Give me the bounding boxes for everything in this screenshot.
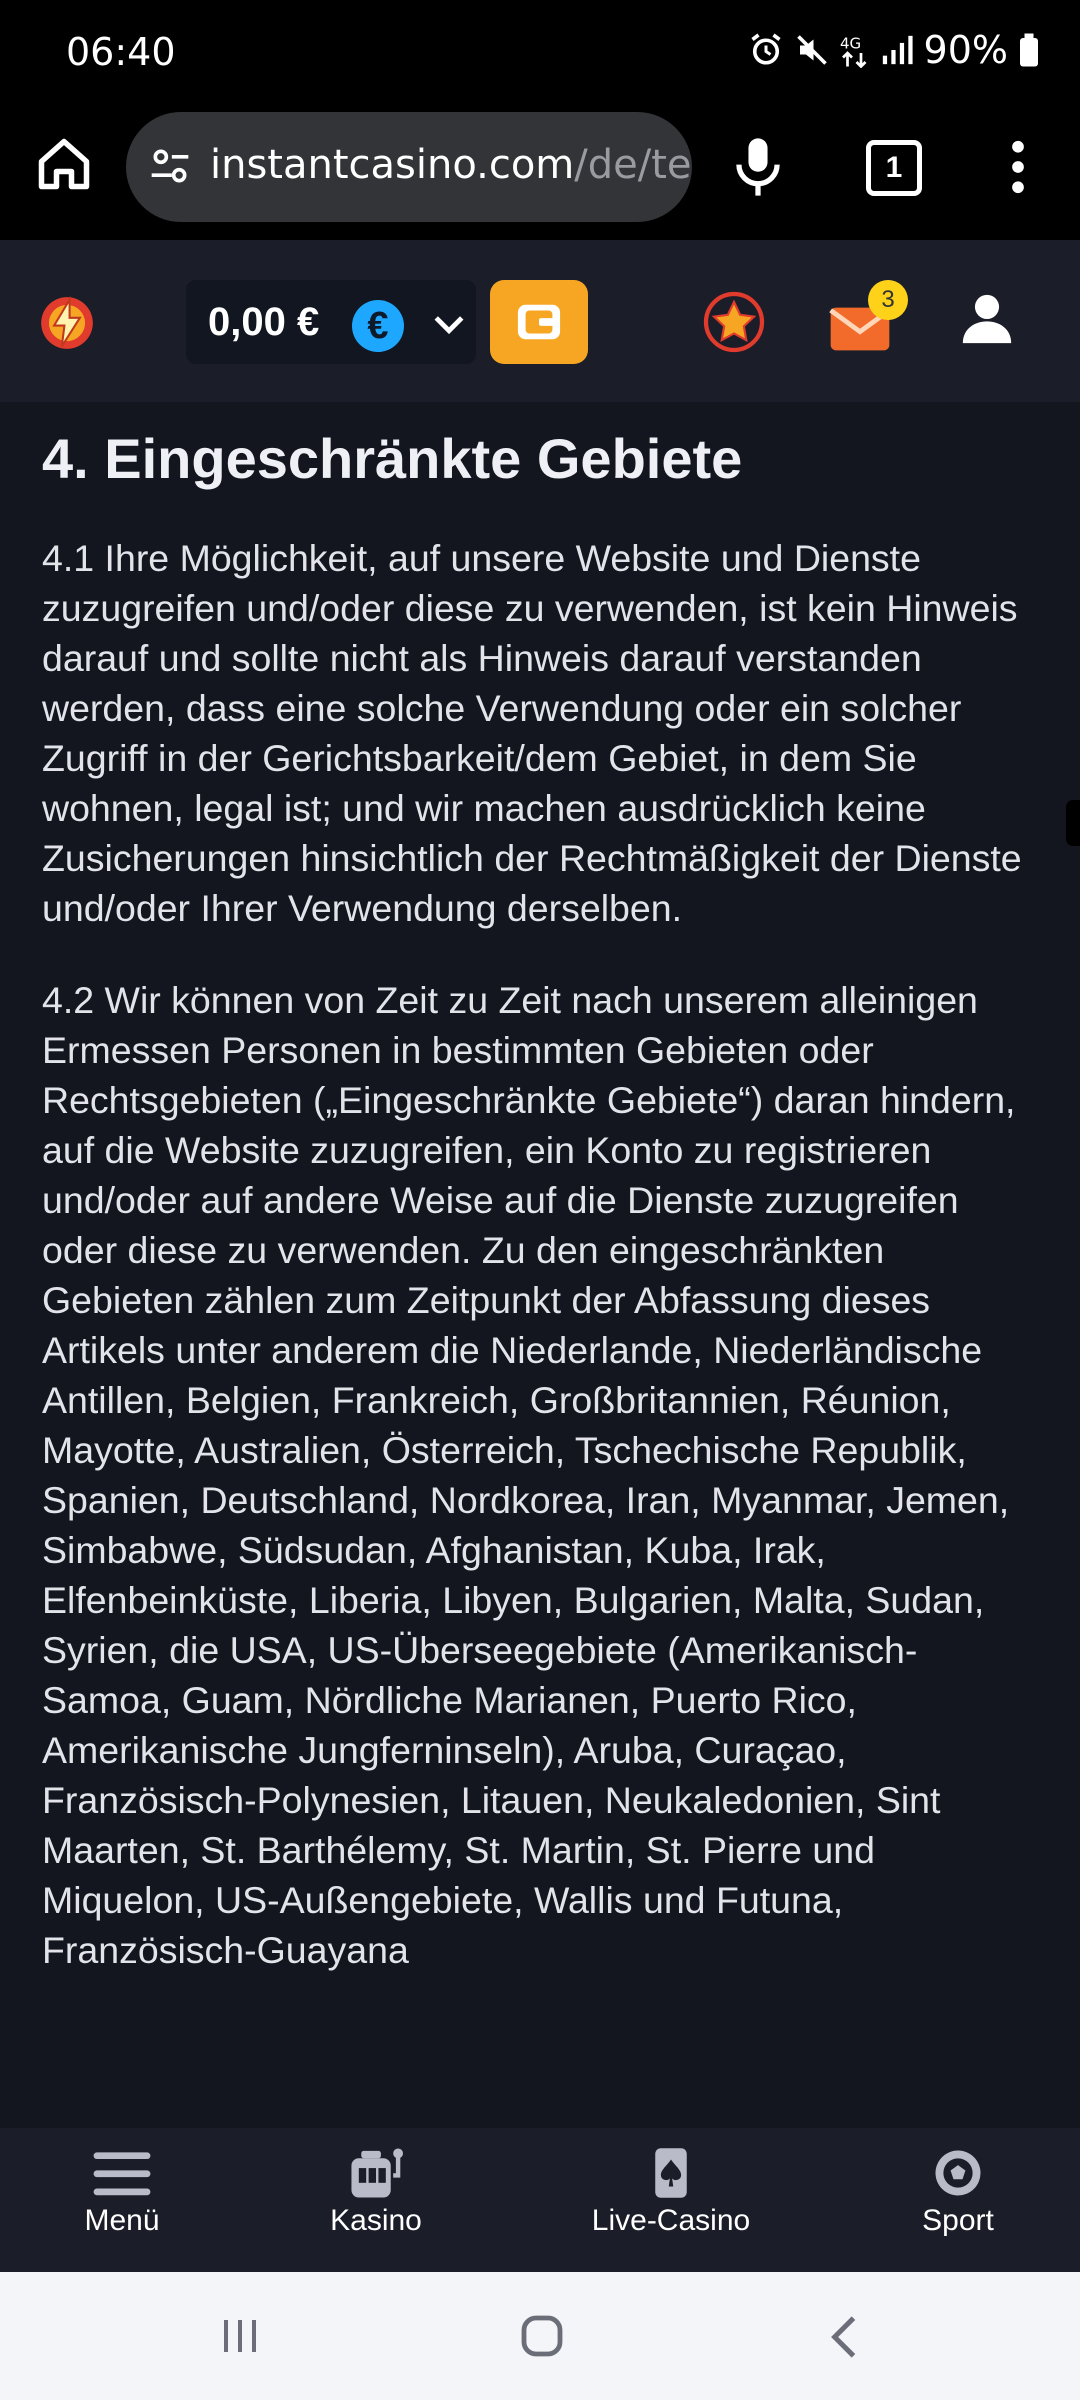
alarm-icon [748,32,784,68]
balance-amount: 0,00 € [208,300,320,344]
status-time: 06:40 [66,30,176,74]
playing-card-icon [640,2146,702,2200]
data-4g-icon [840,32,870,68]
menu-icon [91,2146,153,2200]
browser-toolbar [0,106,1080,240]
nav-sport-label: Sport [922,2204,994,2237]
svg-text:4G: 4G [839,34,861,53]
battery-percent: 90% [923,28,1008,72]
site-header [0,240,1080,402]
site-settings-icon[interactable] [148,144,192,188]
chevron-down-icon [432,310,466,340]
messages-button[interactable] [828,280,908,360]
user-account-icon[interactable] [958,290,1016,348]
lightning-logo-icon[interactable] [36,292,98,354]
more-options-icon[interactable] [1004,140,1032,194]
url-path: /de/te [574,142,692,188]
system-navigation-bar [0,2272,1080,2400]
rewards-star-icon[interactable] [702,290,766,354]
bottom-navigation [0,2128,1080,2272]
status-bar [0,0,1080,106]
soccer-ball-icon [927,2146,989,2200]
mute-icon [794,32,830,68]
signal-icon [880,32,914,68]
home-icon[interactable] [34,134,94,194]
nav-sport[interactable] [908,2146,1008,2238]
nav-live-casino[interactable] [584,2146,758,2238]
nav-menu-label: Menü [84,2204,160,2237]
nav-live-casino-label: Live-Casino [591,2204,751,2237]
paragraph-4-1: 4.1 Ihre Möglichkeit, auf unsere Website und Dienste zuzugreifen und/oder diese zu verwenden, ist kein Hinweis darauf und sollte nicht als Hinweis darauf verstanden werden, dass eine solche Verwendung oder ein solcher Zugriff in der Gerichtsbarkeit/dem Gebiet, in dem Sie wohnen, legal ist; und wir machen ausdrücklich keine Zusicherungen hinsichtlich der Rechtmäßigkeit der Dienste und/oder Ihrer Verwendung derselben. [42,537,1022,929]
nav-casino[interactable] [318,2146,434,2238]
scrollbar-thumb[interactable] [1066,800,1080,846]
euro-currency-icon: € [352,300,404,352]
microphone-icon[interactable] [734,136,782,198]
url-host: instantcasino.com [210,142,575,188]
wallet-button[interactable] [490,280,588,364]
slot-machine-icon [345,2146,407,2200]
tab-switcher-button[interactable]: 1 [866,140,922,196]
balance-selector[interactable] [186,280,476,364]
wallet-icon [516,300,562,344]
nav-casino-label: Kasino [330,2204,422,2237]
recent-apps-icon[interactable] [220,2316,260,2356]
nav-menu[interactable] [72,2146,172,2238]
paragraph-4-2: 4.2 Wir können von Zeit zu Zeit nach unserem alleinigen Ermessen Personen in bestimmten Gebieten oder Rechtsgebieten („Eingeschränkte Gebiete“) daran hindern, auf die Website zuzugreifen, ein Konto zu registrieren und/oder auf andere Weise auf die Dienste zuzugreifen oder diese zu verwenden. Zu den eingeschränkten Gebieten zählen zum Zeitpunkt der Abfassung dieses Artikels unter anderem die Niederlande, Niederländische Antillen, Belgien, Frankreich, Großbritannien, Réunion, Mayotte, Australien, Österreich, Tschechische Republik, Spanien, Deutschland, Nordkorea, Iran, Myanmar, Jemen, Simbabwe, Südsudan, Afghanistan, Kuba, Irak, Elfenbeinküste, Liberia, Libyen, Bulgarien, Malta, Sudan, Syrien, die USA, US-Überseegebiete (Amerikanisch-Samoa, Guam, Nördliche Marianen, Puerto Rico, Amerikanische Jungferninseln), Aruba, Curaçao, Französisch-Polynesien, Litauen, Neukaledonien, Sint Maarten, St. Barthélemy, St. Martin, St. Pierre und Miquelon, US-Außengebiete, Wallis und Futuna, Französisch-Guayana [42,979,1016,1971]
url-text [210,142,692,188]
mail-count-badge: 3 [868,280,908,320]
back-icon[interactable] [826,2314,860,2360]
system-home-icon[interactable] [520,2314,564,2358]
battery-icon [1018,32,1040,68]
status-icons [748,28,1040,72]
terms-content [42,426,1042,2126]
address-bar[interactable] [126,112,692,222]
section-heading: 4. Eingeschränkte Gebiete [42,427,743,490]
